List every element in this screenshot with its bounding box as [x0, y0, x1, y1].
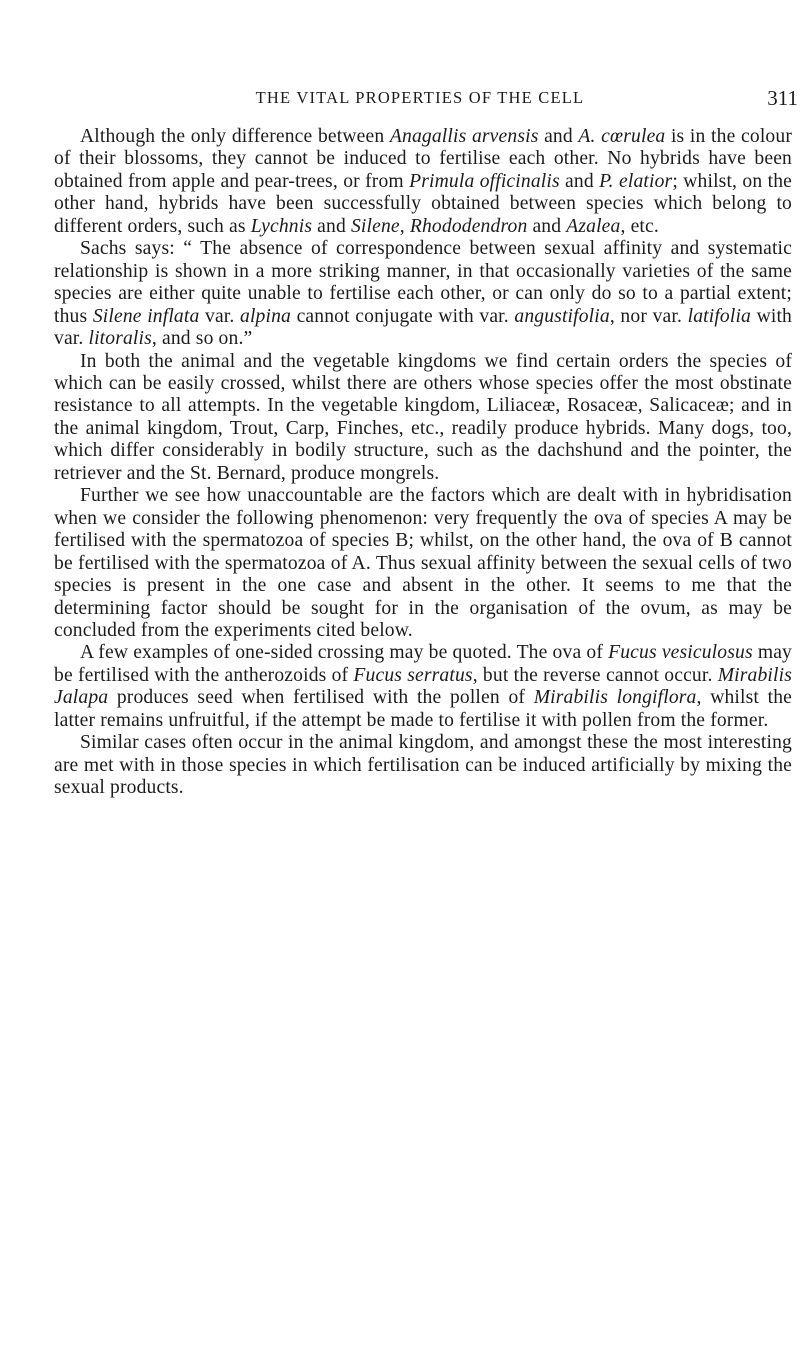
text-run: Further we see how unaccountable are the factors which are dealt with in hybridisation when we consider the following phenomenon: very frequently the ova of species A may be fertilised with the spermatozoa of species B; whilst, on the other hand, the ova of B cannot be fertilised with the spermatozoa of A. Thus sexual affinity between the sexual cells of two species is present in the one case and absent in the other. It seems to me that the determining factor should be sought for in the organisation of the ovum, as may be concluded from the experiments cited below. [54, 485, 792, 641]
text-run: , nor var. [609, 305, 688, 327]
body-text [54, 126, 792, 800]
paragraph [54, 238, 792, 350]
paragraph [54, 485, 792, 642]
italic-term: angustifolia [514, 305, 610, 327]
text-run: and [559, 170, 600, 192]
italic-term: Fucus serratus [353, 664, 473, 686]
text-run: Although the only difference between [80, 126, 390, 147]
text-run: ; whilst, on the other hand, hybrids have been successfully obtained between species which belong to different orders, such as [54, 170, 792, 237]
italic-term: Silene inflata [92, 305, 200, 327]
italic-term: Lychnis [250, 215, 313, 237]
italic-term: Mirabilis Jalapa [54, 664, 792, 709]
text-run: Similar cases often occur in the animal kingdom, and amongst these the most interesting are met with in those species in which fertilisation can be induced artificially by mixing the sexual products. [54, 732, 792, 799]
italic-term: P. elatior [599, 170, 673, 192]
text-run: and [312, 215, 351, 237]
italic-term: alpina [240, 305, 291, 327]
text-run: In both the animal and the vegetable kingdoms we find certain orders the species of which can be easily crossed, whilst there are others whose species offer the most obstinate resistance to all attempts. In the vegetable kingdom, Liliaceæ, Rosaceæ, Salicaceæ; and in the animal kingdom, Trout, Carp, Finches, etc., readily produce hybrids. Many dogs, too, which differ considerably in bodily structure, such as the dachshund and the pointer, the retriever and the St. Bernard, produce mongrels. [54, 350, 792, 484]
italic-term: Anagallis arvensis [389, 126, 539, 147]
running-head [60, 86, 798, 110]
text-run: , [399, 215, 410, 237]
text-run: Sachs says: “ The absence of correspondence between sexual affinity and systematic relationship is shown in a more striking manner, in that occasionally varieties of the same species are either quite unable to fertilise each other, or can only do so to a partial extent; thus [54, 238, 792, 327]
text-run: , but the reverse cannot occur. [472, 664, 718, 686]
paragraph [54, 126, 792, 238]
text-run: and [538, 126, 579, 147]
paragraph [54, 732, 792, 799]
text-run: is in the colour of their blossoms, they cannot be induced to fertilise each other. No hybrids have been obtained from apple and pear-trees, or from [54, 126, 792, 192]
text-run: var. [199, 305, 241, 327]
text-run: produces seed when fertilised with the pollen of [108, 687, 534, 709]
text-run: , etc. [620, 215, 659, 237]
running-title: THE VITAL PROPERTIES OF THE CELL [255, 88, 585, 107]
text-run: , whilst the latter remains unfruitful, if the attempt be made to fertilise it with pollen from the former. [54, 687, 793, 731]
italic-term: Silene [350, 215, 400, 237]
italic-term: Primula officinalis [409, 170, 560, 192]
italic-term: Rhododendron [409, 215, 528, 237]
page-number: 311 [767, 86, 798, 110]
text-run: A few examples of one-sided crossing may be quoted. The ova of [80, 642, 609, 664]
italic-term: latifolia [687, 305, 751, 327]
paragraph [54, 642, 792, 732]
text-run: cannot conjugate with var. [291, 305, 515, 327]
text-run: may be fertilised with the antherozoids of [54, 642, 793, 686]
text-run: , and so on.” [151, 328, 253, 350]
paragraph [54, 351, 792, 486]
italic-term: Mirabilis longiflora [533, 687, 697, 709]
italic-term: Fucus vesiculosus [608, 642, 753, 664]
text-run: with var. [54, 305, 793, 350]
italic-term: litoralis [88, 328, 152, 350]
italic-term: A. cœrulea [578, 126, 666, 147]
text-run: and [527, 215, 567, 237]
italic-term: Azalea [566, 215, 621, 237]
